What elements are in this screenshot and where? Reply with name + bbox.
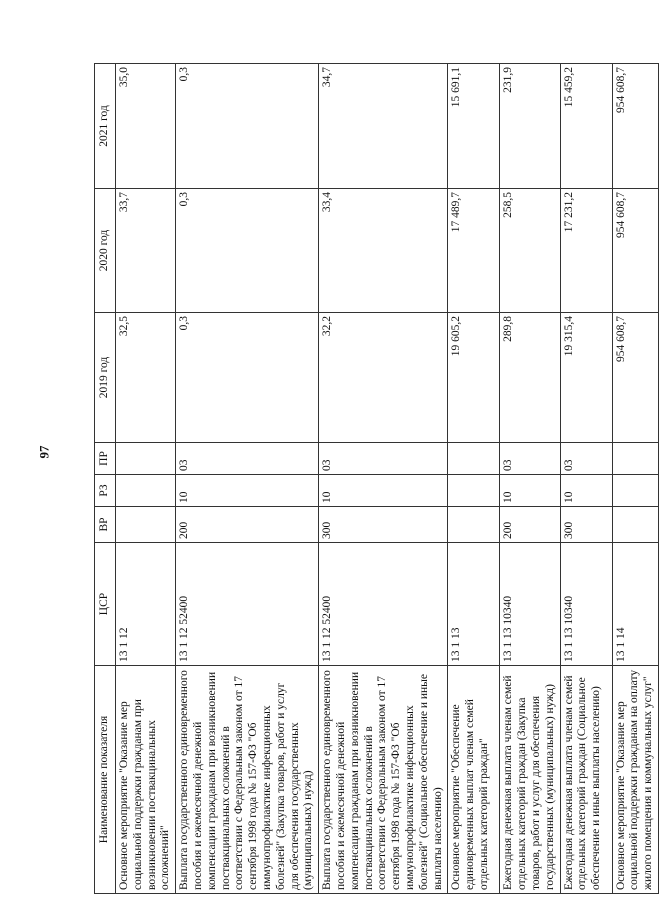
row-pr	[612, 443, 658, 475]
row-vr	[612, 507, 658, 543]
row-name: Выплата государственного единовременного пособия и ежемесячной денежной компенсации гражданам при возникновении поствакцинальных осложнений в соответствии с Федеральным законом от 17 сентября 1998 года № 157-ФЗ "Об иммунопрофилактике инфекционных болезней" (Закупка товаров, работ и услуг для обеспечения государственных (муниципальных) нужд)	[176, 666, 319, 894]
row-2020: 0,3	[176, 189, 319, 313]
row-2021: 231,9	[500, 64, 560, 189]
row-2020: 954 608,7	[612, 189, 658, 313]
row-2019: 0,3	[176, 313, 319, 443]
table-rotator	[94, 64, 655, 894]
table-row	[560, 64, 612, 894]
row-name: Основное мероприятие "Обеспечение единовременных выплат членам семей отдельных категорий граждан"	[448, 666, 500, 894]
header-pr: ПР	[95, 443, 116, 475]
rotated-table-area	[94, 64, 655, 894]
header-vr: ВР	[95, 507, 116, 543]
row-csr: 13 1 13 10340	[500, 543, 560, 666]
row-2021: 35,0	[116, 64, 176, 189]
table-row	[116, 64, 176, 894]
row-pr	[448, 443, 500, 475]
budget-table	[94, 63, 659, 894]
row-csr: 13 1 14	[612, 543, 658, 666]
row-2019: 32,5	[116, 313, 176, 443]
row-rz: 10	[176, 475, 319, 507]
row-pr: 03	[319, 443, 448, 475]
row-vr	[448, 507, 500, 543]
row-vr: 200	[500, 507, 560, 543]
row-name: Ежегодная денежная выплата членам семей отдельных категорий граждан (Социальное обеспечение и иные выплаты населению)	[560, 666, 612, 894]
row-2021: 15 691,1	[448, 64, 500, 189]
row-csr: 13 1 12 52400	[176, 543, 319, 666]
row-2019: 289,8	[500, 313, 560, 443]
page-number: 97	[36, 445, 52, 459]
row-vr	[116, 507, 176, 543]
row-pr: 03	[176, 443, 319, 475]
row-name: Основное мероприятие "Оказание мер социальной поддержки гражданам при возникновении поствакцинальных осложнений"	[116, 666, 176, 894]
header-rz: РЗ	[95, 475, 116, 507]
row-pr: 03	[560, 443, 612, 475]
table-row	[448, 64, 500, 894]
row-name: Ежегодная денежная выплата членам семей отдельных категорий граждан (Закупка товаров, работ и услуг для обеспечения государственных (муниципальных) нужд)	[500, 666, 560, 894]
row-2019: 19 315,4	[560, 313, 612, 443]
row-rz	[116, 475, 176, 507]
row-rz: 10	[560, 475, 612, 507]
row-vr: 300	[319, 507, 448, 543]
row-csr: 13 1 13	[448, 543, 500, 666]
row-2019: 32,2	[319, 313, 448, 443]
row-csr: 13 1 12 52400	[319, 543, 448, 666]
row-pr: 03	[500, 443, 560, 475]
row-rz: 10	[319, 475, 448, 507]
table-row	[500, 64, 560, 894]
row-2019: 19 605,2	[448, 313, 500, 443]
header-2021: 2021 год	[95, 64, 116, 189]
row-csr: 13 1 12	[116, 543, 176, 666]
row-pr	[116, 443, 176, 475]
row-2020: 33,7	[116, 189, 176, 313]
row-2021: 954 608,7	[612, 64, 658, 189]
row-rz: 10	[500, 475, 560, 507]
row-name: Выплата государственного единовременного пособия и ежемесячной денежной компенсации гражданам при возникновении поствакцинальных осложнений в соответствии с Федеральным законом от 17 сентября 1998 года № 157-ФЗ "Об иммунопрофилактике инфекционных болезней" (Социальное обеспечение и иные выплаты населению)	[319, 666, 448, 894]
row-2020: 258,5	[500, 189, 560, 313]
row-rz	[612, 475, 658, 507]
table-row	[612, 64, 658, 894]
table-header-row	[95, 64, 116, 894]
header-2020: 2020 год	[95, 189, 116, 313]
row-csr: 13 1 13 10340	[560, 543, 612, 666]
table-row	[319, 64, 448, 894]
table-row	[176, 64, 319, 894]
row-2021: 0,3	[176, 64, 319, 189]
row-name: Основное мероприятие "Оказание мер социальной поддержки гражданам на оплату жилого помещения и коммунальных услуг"	[612, 666, 658, 894]
row-2021: 34,7	[319, 64, 448, 189]
row-2020: 17 489,7	[448, 189, 500, 313]
header-csr: ЦСР	[95, 543, 116, 666]
row-2020: 17 231,2	[560, 189, 612, 313]
header-name: Наименование показателя	[95, 666, 116, 894]
header-2019: 2019 год	[95, 313, 116, 443]
row-2019: 954 608,7	[612, 313, 658, 443]
row-vr: 200	[176, 507, 319, 543]
row-rz	[448, 475, 500, 507]
row-2021: 15 459,2	[560, 64, 612, 189]
row-2020: 33,4	[319, 189, 448, 313]
row-vr: 300	[560, 507, 612, 543]
